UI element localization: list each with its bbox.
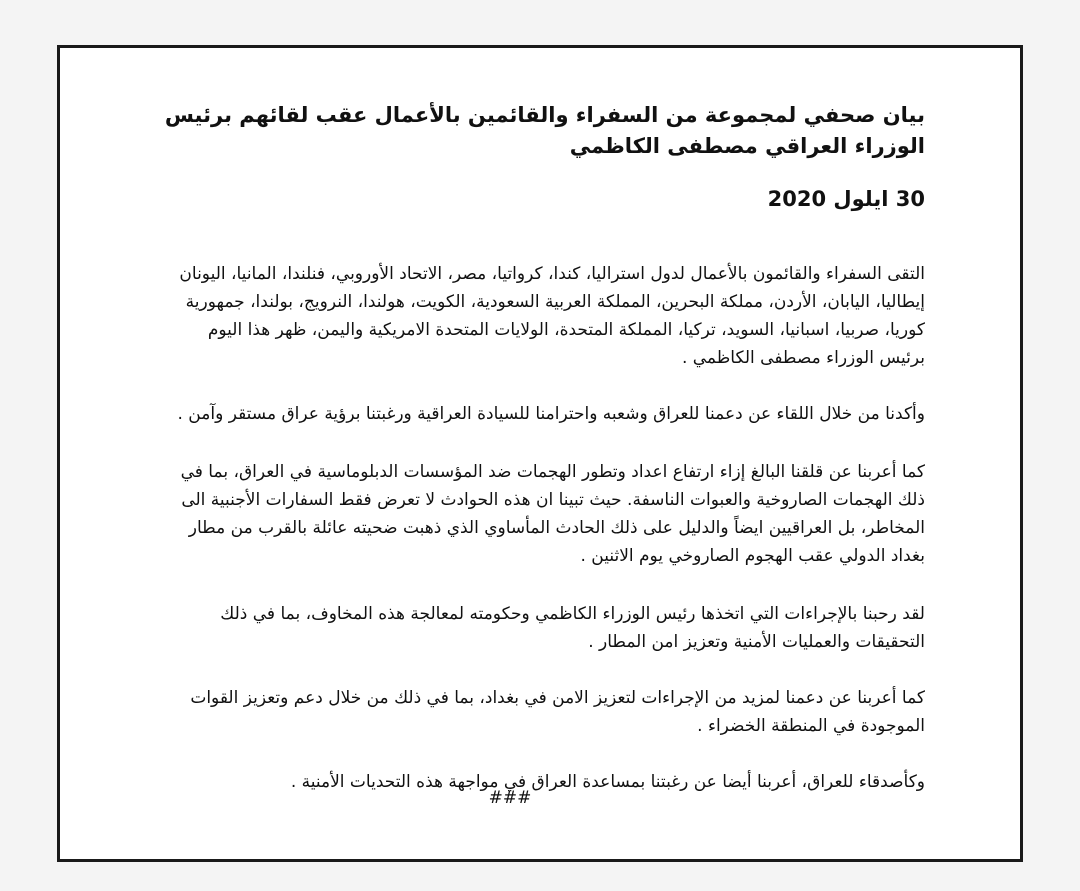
paragraph-support: وأكدنا من خلال اللقاء عن دعمنا للعراق وشعبه واحترامنا للسيادة العراقية ورغبتنا برؤية عراق مستقر وآمن . (177, 404, 925, 424)
paragraph-friends-of-iraq: وكأصدقاء للعراق، أعربنا أيضا عن رغبتنا بمساعدة العراق في مواجهة هذه التحديات الأمنية . (290, 772, 925, 792)
paragraph-welcome: لقد رحبنا بالإجراءات التي اتخذها رئيس الوزراء الكاظمي وحكومته لمعالجة هذه المخاوف، بما في ذلك التحقيقات والعمليات الأمنية وتعزيز امن المطار . (220, 604, 925, 652)
paragraph-baghdad-security: كما أعربنا عن دعمنا لمزيد من الإجراءات لتعزيز الامن في بغداد، بما في ذلك من خلال دعم وتعزيز القوات الموجودة في المنطقة الخضراء . (190, 688, 925, 736)
paragraph-concern: كما أعربنا عن قلقنا البالغ إزاء ارتفاع اعداد وتطور الهجمات ضد المؤسسات الدبلوماسية في العراق، بما في ذلك الهجمات الصاروخية والعبوات الناسفة. حيث تبينا ان هذه الحوادث لا تعرض فقط السفارات الأجنبية الى المخاطر، بل العراقيين ايضاً والدليل على ذلك الحادث المأساوي الذي ذهبت ضحيته عائلة بالقرب من مطار بغداد الدولي عقب الهجوم الصاروخي يوم الاثنين . (180, 462, 925, 566)
paragraph-attendees: التقى السفراء والقائمون بالأعمال لدول استراليا، كندا، كرواتيا، مصر، الاتحاد الأوروبي، فنلندا، المانيا، اليونان إيطاليا، اليابان، الأردن، مملكة البحرين، المملكة العربية السعودية، الكويت، هولندا، النرويج، بولندا، جمهورية كوريا، صربيا، اسبانيا، السويد، تركيا، المملكة المتحدة، الولايات المتحدة الامريكية واليمن، ظهر هذا اليوم برئيس الوزراء مصطفى الكاظمي . (179, 264, 925, 368)
document-body (160, 100, 925, 796)
statement-date: 30 ايلول 2020 (767, 187, 925, 211)
document-frame (57, 45, 1023, 862)
statement-title: بيان صحفي لمجموعة من السفراء والقائمين بالأعمال عقب لقائهم برئيس الوزراء العراقي مصطفى الكاظمي (164, 103, 925, 158)
end-mark: ### (488, 788, 532, 808)
